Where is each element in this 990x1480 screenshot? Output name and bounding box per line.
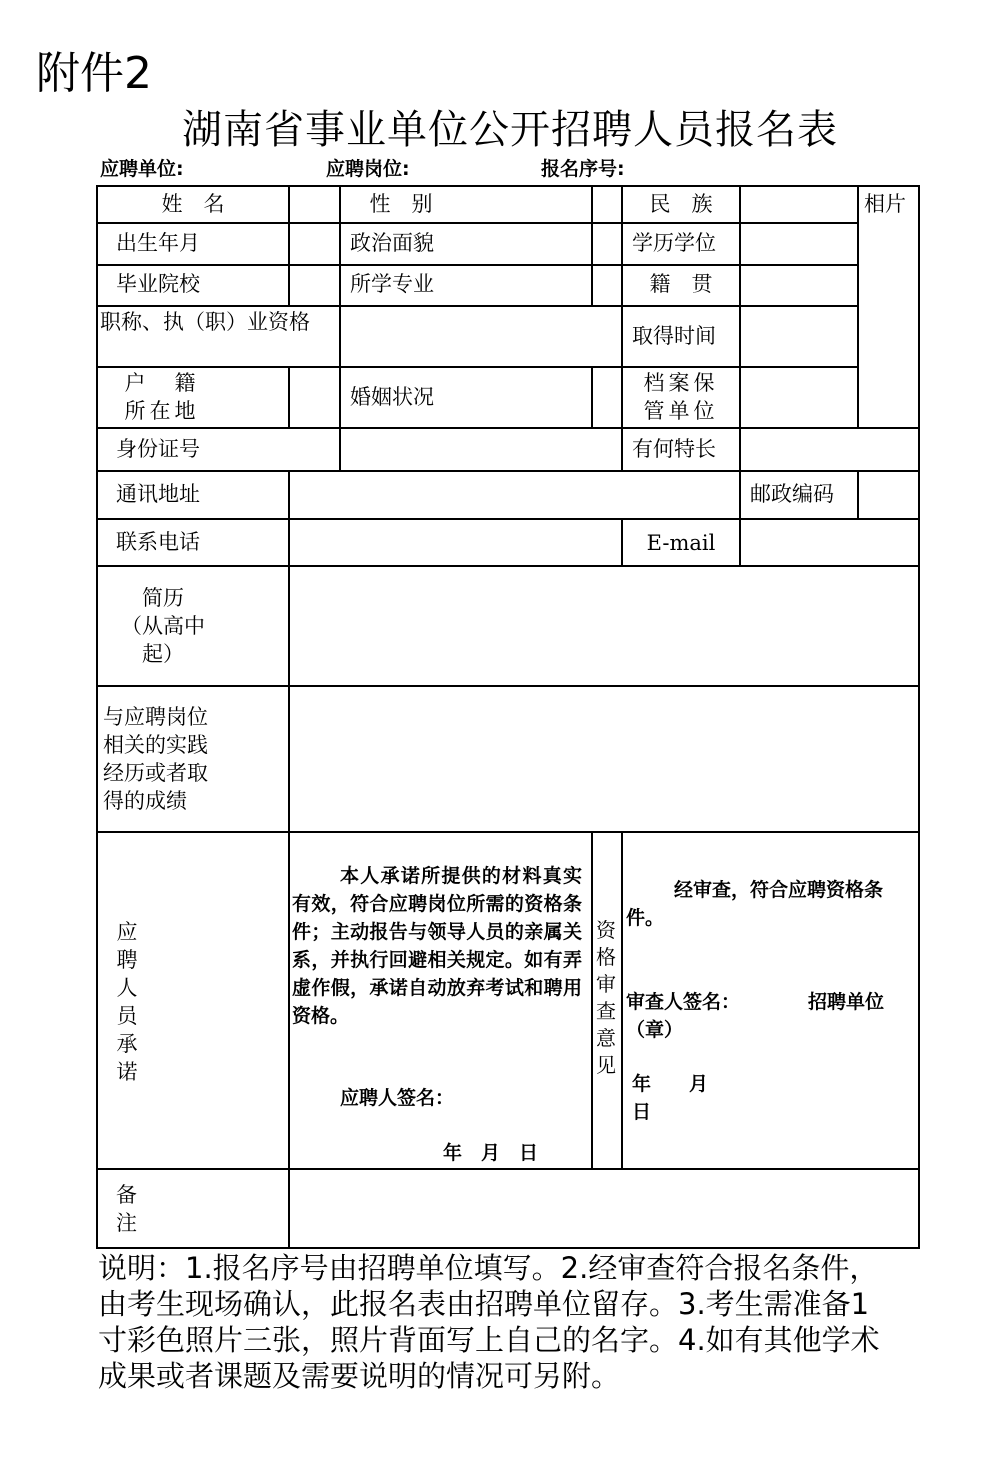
name-label: 姓 名 [161,192,225,216]
school-label: 毕业院校 [116,272,200,296]
achievements-label: 与应聘岗位 相关的实践 经历或者取 得的成绩 [103,705,208,813]
id-number-label: 身份证号 [116,437,200,461]
serial-label: 报名序号: [541,158,625,180]
pledge-date: 年 月 日 [443,1142,539,1164]
household-label: 户 籍 所在地 [124,371,200,423]
postcode-label: 邮政编码 [750,482,834,506]
ethnicity-label: 民 族 [649,192,713,216]
politics-label: 政治面貌 [350,231,434,255]
obtained-time-label: 取得时间 [632,324,716,348]
degree-label: 学历学位 [632,231,716,255]
unit-seal: 招聘单位（章） [626,991,885,1041]
form-title: 湖南省事业单位公开招聘人员报名表 [182,107,838,153]
photo-label: 相片 [864,192,906,216]
unit-label: 应聘单位: [100,158,184,180]
qualification-label: 职称、执（职）业资格 [100,310,310,334]
post-label: 应聘岗位: [326,158,410,180]
archives-label: 档案保 管单位 [643,371,719,423]
marital-label: 婚姻状况 [350,385,434,409]
email-label: E-mail [646,531,716,555]
gender-label: 性 别 [369,192,433,216]
resume-label: 简历 （从高中 起） [121,586,205,666]
address-label: 通讯地址 [116,482,200,506]
native-place-label: 籍 贯 [649,272,713,296]
review-text: 经审查，符合应聘资格条件。 [626,879,884,929]
reviewer-signature: 审查人签名： [626,991,741,1013]
birth-label: 出生年月 [116,231,200,255]
attachment-label: 附件2 [36,48,152,99]
specialty-label: 有何特长 [632,437,716,461]
review-label: 资格审查意见 [596,918,616,1077]
applicant-signature: 应聘人签名： [340,1087,455,1109]
phone-label: 联系电话 [116,530,200,554]
explanation-note: 说明：1.报名序号由招聘单位填写。2.经审查符合报名条件，由考生现场确认，此报名表由招聘单位留存。3.考生需准备1寸彩色照片三张，照片背面写上自己的名字。4.如有其他学术成果或者课题及需要说明的情况可另附。 [98,1251,880,1393]
major-label: 所学专业 [350,272,434,296]
pledge-text: 本人承诺所提供的材料真实有效，符合应聘岗位所需的资格条件；主动报告与领导人员的亲属关系，并执行回避相关规定。如有弄虚作假，承诺自动放弃考试和聘用资格。 [292,865,582,1027]
pledge-label: 应聘人员承诺 [116,920,138,1084]
remarks-label: 备 注 [116,1183,137,1235]
review-date: 年 月 日 [632,1073,709,1123]
